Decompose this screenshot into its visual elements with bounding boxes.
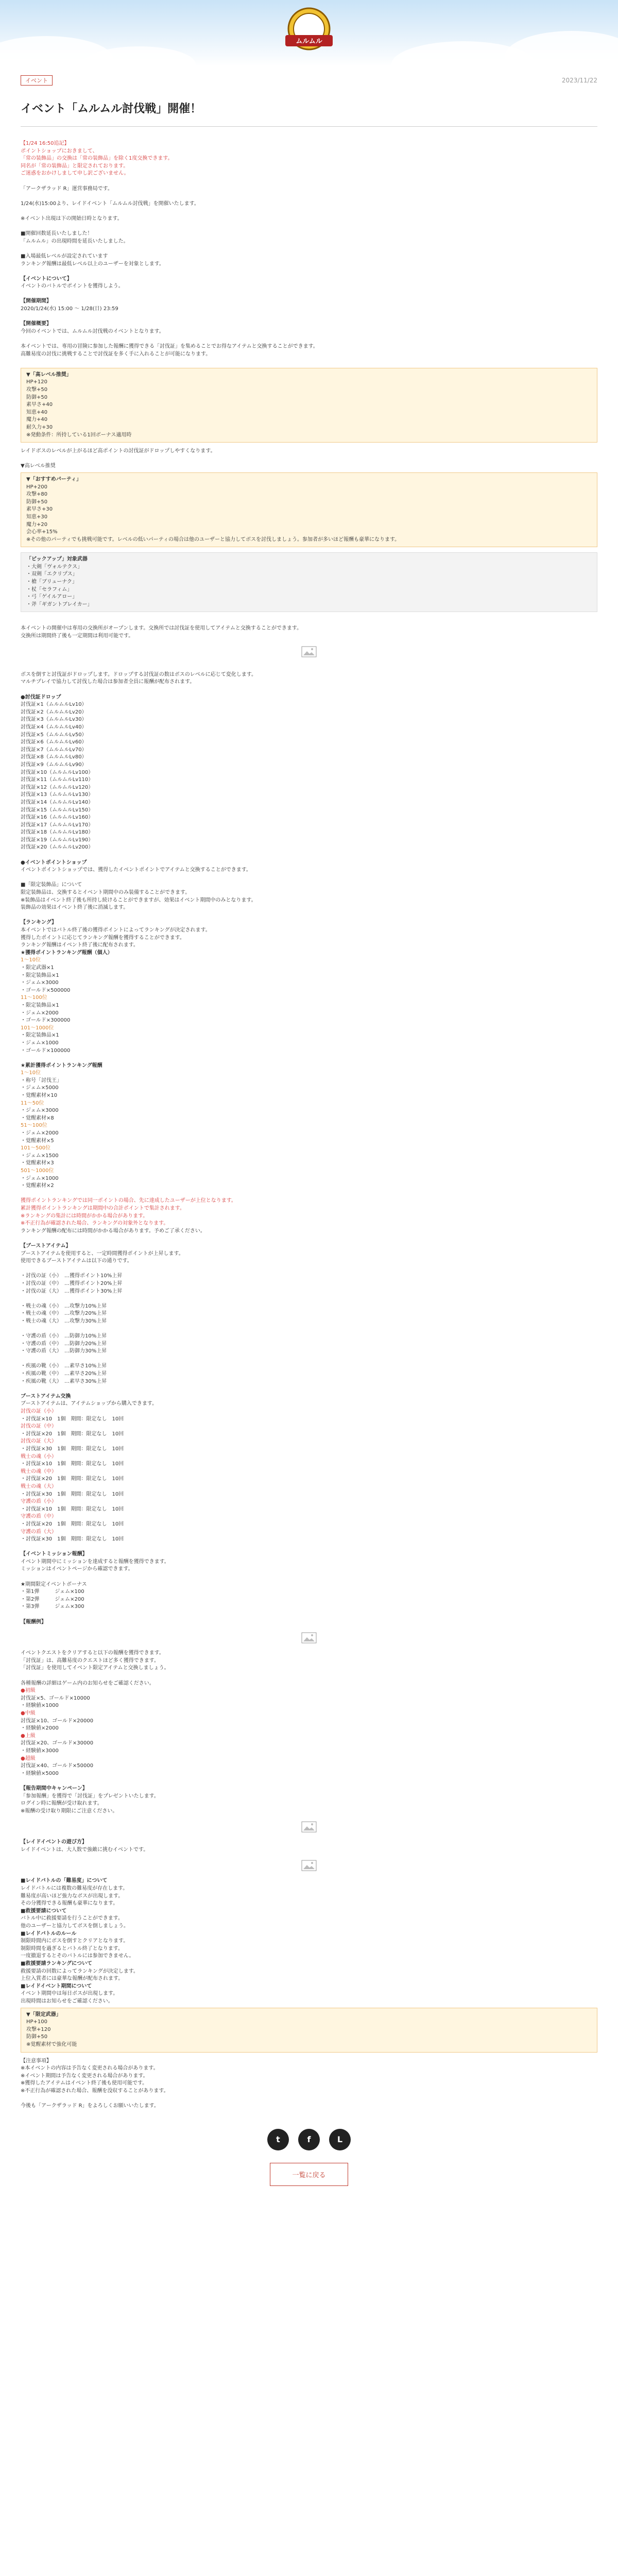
text-line: 戦士の魂（小） <box>21 1453 57 1460</box>
text-line: 討伐証×10、ゴールド×20000 <box>21 1718 94 1724</box>
text-line: ・覚醒素材×2 <box>21 1183 54 1189</box>
text-line: ■「限定装飾品」について <box>21 882 82 888</box>
text-line: ●超級 <box>21 1755 36 1761</box>
facebook-share-icon[interactable]: f <box>298 2129 320 2150</box>
text-line: 討伐証×5（ムルムルLv50） <box>21 732 87 738</box>
text-line: 11～100位 <box>21 995 47 1001</box>
text-line <box>21 617 597 625</box>
text-line: ・討伐証×10 1個 期間：限定なし 10回 <box>21 1506 124 1512</box>
text-line: 戦士の魂（中） <box>21 1468 57 1475</box>
text-line: ・覚醒素材×5 <box>21 1138 54 1144</box>
text-line: ・ジェム×1000 <box>21 1040 59 1046</box>
text-line <box>21 223 597 231</box>
text-line: 会心率+15% <box>26 529 58 535</box>
text-line: ■レイドバトルの「難易度」について <box>21 1878 108 1884</box>
text-line <box>21 1355 597 1363</box>
text-line: ■救援要請について <box>21 1908 67 1914</box>
text-line: 討伐証×20（ムルムルLv200） <box>21 844 94 851</box>
text-line: ・ゴールド×300000 <box>21 1018 71 1024</box>
text-line: 【ブーストアイテム】 <box>21 1243 71 1249</box>
text-line: 討伐証×6（ムルムルLv60） <box>21 739 87 745</box>
text-line: ・戦士の魂（大） …攻撃力30%上昇 <box>21 1318 107 1324</box>
text-line: 「アークザラッド R」運営事務局です。 <box>21 185 113 192</box>
text-line: ・経験値×5000 <box>21 1770 59 1776</box>
text-line: ポイントショップにおきまして、 <box>21 148 98 154</box>
text-line <box>21 335 597 343</box>
text-line <box>21 291 597 298</box>
text-line: ■入場最低レベルが設定されています <box>21 253 108 259</box>
text-line: 戦士の魂（大） <box>21 1483 57 1489</box>
text-line: 【イベントミッション報酬】 <box>21 1551 88 1557</box>
text-line: 討伐証×13（ムルムルLv130） <box>21 792 94 798</box>
text-line: 「討伐証」は、高難易度のクエストほど多く獲得できます。 <box>21 1657 159 1664</box>
text-line: 「ムルムル」の出現時間を延長いたしました。 <box>21 238 129 244</box>
text-line: 上位入賞者には豪華な報酬が配布されます。 <box>21 1976 124 1982</box>
text-line: ※不正行為が確認された場合、報酬を没収することがあります。 <box>21 2088 169 2094</box>
text-line: 高難易度の討伐に挑戦することで討伐証を多く手に入れることが可能になります。 <box>21 351 211 357</box>
text-line <box>21 1611 597 1619</box>
text-line: 討伐証×11（ムルムルLv110） <box>21 777 94 783</box>
text-line: ・覚醒素材×8 <box>21 1115 54 1121</box>
text-line: 討伐証×10（ムルムルLv100） <box>21 769 94 775</box>
text-line: ・ジェム×3000 <box>21 980 59 986</box>
text-line: ・ジェム×1500 <box>21 1153 59 1159</box>
text-line: レイドボスのレベルが上がるほど高ポイントの討伐証がドロップしやすくなります。 <box>21 448 216 454</box>
text-line: ・ジェム×3000 <box>21 1108 59 1114</box>
text-line: ●初級 <box>21 1688 36 1694</box>
text-line <box>21 852 597 859</box>
text-line <box>21 1325 597 1333</box>
twitter-share-icon[interactable]: t <box>267 2129 289 2150</box>
text-line <box>21 1190 597 1198</box>
text-line: 「討伐証」を使用してイベント限定アイテムと交換しましょう。 <box>21 1665 169 1671</box>
text-line: 【開催概要】 <box>21 321 52 327</box>
text-line: 討伐証×18（ムルムルLv180） <box>21 829 94 836</box>
text-line: ・ゴールド×500000 <box>21 987 71 993</box>
text-line: その分獲得できる報酬も豪華になります。 <box>21 1901 118 1907</box>
text-line: 討伐証×15（ムルムルLv150） <box>21 807 94 813</box>
box2-box <box>21 472 597 547</box>
text-line: 討伐証×9（ムルムルLv90） <box>21 761 87 768</box>
text-line: 【イベントについて】 <box>21 276 72 282</box>
text-line: ブーストアイテムは、アイテムショップから購入できます。 <box>21 1401 158 1407</box>
text-line: HP+200 <box>26 484 48 490</box>
text-line: 他のユーザーと協力してボスを倒しましょう。 <box>21 1923 129 1929</box>
image-placeholder-icon <box>301 1821 317 1833</box>
box3-box <box>21 2008 597 2053</box>
text-line <box>21 268 597 276</box>
text-line: ・討伐証×10 1個 期間：限定なし 10回 <box>21 1416 124 1422</box>
text-line <box>21 912 597 920</box>
text-line: 救援要請の回数によってランキングが決定します。 <box>21 1968 139 1974</box>
text-line: ・限定武器×1 <box>21 964 54 971</box>
text-line: ・覚醒素材×10 <box>21 1093 58 1099</box>
text-line: ・杖「セラフィム」 <box>26 586 73 592</box>
text-line: ボスを倒すと討伐証がドロップします。ドロップする討伐証の数はボスのレベルに応じて変化します。 <box>21 671 256 677</box>
text-line: ※イベント期間は予告なく変更される場合があります。 <box>21 2073 148 2079</box>
text-line: 出現時間はお知らせをご確認ください。 <box>21 1998 113 2004</box>
text-line: 【レイドイベントの遊び方】 <box>21 1839 87 1845</box>
text-line: 501～1000位 <box>21 1168 54 1174</box>
text-line: HP+120 <box>26 379 48 385</box>
text-line: 討伐の証（大） <box>21 1438 57 1445</box>
text-line: 【注意事項】 <box>21 2058 52 2064</box>
text-line: ▼「高レベル推奨」 <box>26 371 72 378</box>
page-title: イベント「ムルムル討伐戦」開催！ <box>21 100 597 127</box>
text-line: 1～10位 <box>21 1070 41 1076</box>
text-line: ・ジェム×2000 <box>21 1130 59 1137</box>
text-line: 1/24(水)15:00より、レイドイベント「ムルムル討伐戦」を開催いたします。 <box>21 200 199 207</box>
share-buttons <box>21 2129 597 2150</box>
back-to-list-button[interactable]: 一覧に戻る <box>270 2163 348 2186</box>
text-line <box>21 1385 597 1393</box>
text-line: ★獲得ポイントランキング報酬（個人） <box>21 950 113 956</box>
text-line: 魔力+40 <box>26 417 48 423</box>
text-line <box>21 1265 597 1273</box>
text-line: 討伐証×19（ムルムルLv190） <box>21 837 94 843</box>
text-line: ※覚醒素材で強化可能 <box>26 2041 77 2047</box>
text-line: ・斧「ギガントブレイカー」 <box>26 601 93 607</box>
text-line: ・討伐証×10 1個 期間：限定なし 10回 <box>21 1461 124 1467</box>
text-line: ●上級 <box>21 1733 36 1739</box>
text-line <box>21 1777 597 1785</box>
text-line: 討伐証×7（ムルムルLv70） <box>21 747 87 753</box>
text-line: 「常の装飾品」の交換は「常の装飾品」を除く1度交換できます。 <box>21 156 173 162</box>
text-line: ・討伐証×30 1個 期間：限定なし 10回 <box>21 1536 124 1543</box>
text-line: ※獲得したアイテムはイベント終了後も使用可能です。 <box>21 2080 148 2087</box>
text-line: 討伐証×16（ムルムルLv160） <box>21 815 94 821</box>
text-line: 討伐証×2（ムルムルLv20） <box>21 709 87 715</box>
line-share-icon[interactable]: L <box>329 2129 351 2150</box>
text-line: ・ジェム×1000 <box>21 1175 59 1181</box>
text-line: ■開催回数延長いたしました！ <box>21 231 93 237</box>
text-line: ●中級 <box>21 1710 36 1716</box>
text-line: 知恵+30 <box>26 514 48 520</box>
text-line: ・弓「ゲイルアロー」 <box>26 594 78 600</box>
text-line: ログイン時に報酬が受け取れます。 <box>21 1801 102 1807</box>
text-line: 51～100位 <box>21 1123 47 1129</box>
text-line: ランキング報酬は最低レベル以上のユーザーを対象とします。 <box>21 261 164 267</box>
text-line: レイドバトルには複数の難易度が存在します。 <box>21 1886 128 1892</box>
text-line: 今回のイベントでは、ムルムル討伐戦のイベントとなります。 <box>21 328 164 334</box>
text-line: 守護の盾（小） <box>21 1499 57 1505</box>
text-line: ■救援要請ランキングについて <box>21 1961 92 1967</box>
text-line <box>21 874 597 882</box>
text-line: 防御+50 <box>26 394 48 400</box>
text-line: 装飾品の効果はイベント終了後に消滅します。 <box>21 905 129 911</box>
text-line: ・討伐証×30 1個 期間：限定なし 10回 <box>21 1446 124 1452</box>
image-placeholder-icon <box>301 1632 317 1643</box>
text-line: ・経験値×1000 <box>21 1703 59 1709</box>
text-line: ・戦士の魂（中） …攻撃力20%上昇 <box>21 1311 107 1317</box>
text-line: 各種報酬の詳細はゲーム内のお知らせをご確認ください。 <box>21 1680 154 1686</box>
text-line: 素早さ+40 <box>26 402 53 408</box>
text-line: 累計獲得ポイントランキングは期間中の合計ポイントで集計されます。 <box>21 1205 185 1211</box>
text-line: マルチプレイで協力して討伐した場合は参加者全員に報酬が配布されます。 <box>21 679 195 685</box>
text-line: 守護の盾（中） <box>21 1514 57 1520</box>
text-line: 素早さ+30 <box>26 506 53 513</box>
text-line: ブーストアイテムを使用すると、一定時間獲得ポイントが上昇します。 <box>21 1250 184 1257</box>
article-body <box>21 140 597 2110</box>
text-line: 討伐証×14（ムルムルLv140） <box>21 799 94 805</box>
text-line: ・槍「ブリューナク」 <box>26 579 77 585</box>
text-line: ※本イベントの内容は予告なく変更される場合があります。 <box>21 2065 159 2072</box>
text-line: ・称号「討伐王」 <box>21 1077 62 1083</box>
text-line: 限定装飾品は、交換するとイベント期間中のみ装備することができます。 <box>21 890 191 896</box>
text-line: 本イベントではバトル終了後の獲得ポイントによってランキングが決定されます。 <box>21 927 211 933</box>
box1-box <box>21 368 597 443</box>
text-line <box>21 2095 597 2103</box>
text-line: ▼高レベル推奨 <box>21 463 56 469</box>
grey-box <box>21 552 597 612</box>
text-line <box>21 208 597 215</box>
text-line: ランキング報酬はイベント終了後に配布されます。 <box>21 942 139 948</box>
text-line: 知恵+40 <box>26 409 48 415</box>
post-date: 2023/11/22 <box>561 77 597 84</box>
text-line: ご迷惑をおかけしまして申し訳ございません。 <box>21 171 129 177</box>
text-line: ・経験値×3000 <box>21 1748 59 1754</box>
text-line: ・第1弾 ジェム×100 <box>21 1589 84 1595</box>
text-line: ※報酬の受け取り期限にご注意ください。 <box>21 1808 118 1814</box>
text-line: イベントポイントショップでは、獲得したイベントポイントでアイテムと交換することができます。 <box>21 867 251 873</box>
text-line: 討伐の証（小） <box>21 1409 57 1414</box>
text-line: ・疾風の靴（中） …素早さ20%上昇 <box>21 1371 107 1377</box>
text-line: 防御+50 <box>26 2034 48 2040</box>
text-line: ・守護の盾（小） …防御力10%上昇 <box>21 1333 107 1340</box>
text-line: ★累計獲得ポイントランキング報酬 <box>21 1062 102 1069</box>
text-line: 制限時間内にボスを倒すとクリアとなります。 <box>21 1938 129 1944</box>
text-line: バトル中に救援要請を行うことができます。 <box>21 1916 123 1922</box>
text-line <box>21 193 597 200</box>
text-line: 「ピックアップ」対象武器 <box>26 556 88 563</box>
text-line <box>21 178 597 185</box>
header-banner <box>0 0 618 66</box>
text-line: 攻撃+50 <box>26 387 48 393</box>
text-line: ・覚醒素材×3 <box>21 1160 54 1166</box>
text-line: 魔力+20 <box>26 521 48 528</box>
text-line <box>21 1672 597 1680</box>
text-line: 【開催期間】 <box>21 298 52 304</box>
text-line: 討伐証×1（ムルムルLv10） <box>21 702 87 708</box>
text-line: 討伐証×4（ムルムルLv40） <box>21 724 87 730</box>
text-line: 討伐証×17（ムルムルLv170） <box>21 822 94 828</box>
text-line: イベント期間中にミッションを達成すると報酬を獲得できます。 <box>21 1558 169 1565</box>
text-line: ブーストアイテム交換 <box>21 1393 71 1399</box>
text-line: ●イベントポイントショップ <box>21 859 87 866</box>
text-line: ■レイドイベント期間について <box>21 1983 92 1989</box>
text-line: ・討伐証×20 1個 期間：限定なし 10回 <box>21 1431 124 1437</box>
text-line: イベントクエストをクリアすると以下の報酬を獲得できます。 <box>21 1650 164 1656</box>
text-line: ※ランキングの集計には時間がかかる場合があります。 <box>21 1213 148 1219</box>
text-line: ・限定装飾品×1 <box>21 1032 59 1039</box>
text-line: 101～500位 <box>21 1145 51 1151</box>
text-line <box>21 1295 597 1303</box>
text-line: 守護の盾（大） <box>21 1529 57 1535</box>
text-line <box>21 1544 597 1551</box>
text-line: ※装飾品はイベント終了後も所持し続けることができますが、効果はイベント期間中のみとなります。 <box>21 897 256 903</box>
text-line: ・疾風の靴（小） …素早さ10%上昇 <box>21 1363 107 1369</box>
text-line: HP+100 <box>26 2019 48 2025</box>
text-line: 討伐証×5、ゴールド×10000 <box>21 1695 90 1701</box>
text-line: ランキング報酬の配布には時間がかかる場合があります。予めご了承ください。 <box>21 1228 205 1234</box>
text-line: ※不正行為が確認された場合、ランキングの対象外となります。 <box>21 1221 169 1227</box>
text-line: ※イベント出現は下の開始日時となります。 <box>21 215 123 222</box>
text-line: 討伐の証（中） <box>21 1423 57 1430</box>
image-placeholder-icon <box>301 646 317 657</box>
text-line: ・ゴールド×100000 <box>21 1047 71 1054</box>
text-line: ▼「おすすめパーティ」 <box>26 476 81 482</box>
text-line: ・大剣「ヴォルテクス」 <box>26 564 83 570</box>
text-line <box>21 245 597 253</box>
text-line: 交換所は期間終了後も一定期間は利用可能です。 <box>21 633 134 639</box>
text-line: 101～1000位 <box>21 1025 54 1031</box>
text-line: 獲得したポイントに応じてランキング報酬を獲得することができます。 <box>21 935 185 941</box>
text-line: 11～50位 <box>21 1100 44 1106</box>
text-line <box>21 1055 597 1062</box>
text-line: ・守護の盾（大） …防御力30%上昇 <box>21 1348 107 1354</box>
text-line: ・限定装飾品×1 <box>21 972 59 978</box>
text-line: 攻撃+120 <box>26 2026 51 2032</box>
text-line: イベント期間中は毎日ボスが出現します。 <box>21 1991 118 1997</box>
text-line: ※その他のパーティでも挑戦可能です。レベルの低いパーティの場合は他のユーザーと協力してボスを討伐しましょう。参加者が多いほど報酬も豪華になります。 <box>26 536 400 543</box>
text-line: 1～10位 <box>21 957 41 963</box>
text-line: 本イベントの開催中は専用の交換所がオープンします。交換所では討伐証を使用してアイテムと交換することができます。 <box>21 625 302 632</box>
text-line: 同名が「常の装飾品」と限定されております。 <box>21 163 129 169</box>
text-line: 耐久力+30 <box>26 424 53 430</box>
text-line: レイドイベントは、大人数で強敵に挑むイベントです。 <box>21 1846 149 1853</box>
image-placeholder-icon <box>301 1860 317 1871</box>
text-line: ・ジェム×2000 <box>21 1010 59 1016</box>
text-line: ★期間限定イベントボーナス <box>21 1581 87 1587</box>
text-line: 攻撃+80 <box>26 492 48 498</box>
text-line: 難易度が高いほど強力なボスが出現します。 <box>21 1893 124 1899</box>
text-line: 【報酬例】 <box>21 1619 46 1625</box>
text-line: 討伐証×12（ムルムルLv120） <box>21 784 94 790</box>
cloud-decoration <box>505 31 618 66</box>
text-line: ・戦士の魂（小） …攻撃力10%上昇 <box>21 1303 107 1309</box>
text-line: 討伐証×8（ムルムルLv80） <box>21 754 87 760</box>
text-line <box>21 1235 597 1243</box>
text-line: 2020/1/24(水) 15:00 ～ 1/28(日) 23:59 <box>21 306 118 312</box>
text-line: 獲得ポイントランキングでは同一ポイントの場合、先に達成したユーザーが上位となります。 <box>21 1198 236 1204</box>
text-line: 「参加報酬」を獲得で「討伐証」をプレゼントいたします。 <box>21 1793 159 1799</box>
text-line: 【ランキング】 <box>21 920 57 926</box>
text-line: ・第3弾 ジェム×300 <box>21 1604 84 1610</box>
text-line: イベントのバトルでポイントを獲得しよう。 <box>21 283 124 290</box>
text-line: ・討伐の証（中） …獲得ポイント20%上昇 <box>21 1280 123 1286</box>
text-line: ※発動条件：所持している1回ボーナス適用時 <box>26 432 132 438</box>
text-line: ▼「限定武器」 <box>26 2011 61 2018</box>
text-line: 防御+50 <box>26 499 48 505</box>
text-line: ・第2弾 ジェム×200 <box>21 1596 84 1602</box>
text-line: 使用できるブーストアイテムは以下の通りです。 <box>21 1258 132 1264</box>
text-line: ・討伐の証（大） …獲得ポイント30%上昇 <box>21 1288 123 1294</box>
text-line: ・疾風の靴（大） …素早さ30%上昇 <box>21 1378 107 1384</box>
text-line <box>21 358 597 366</box>
text-line <box>21 664 597 671</box>
text-line: ■レイドバトルのルール <box>21 1930 77 1937</box>
text-line: 制限時間を過ぎるとバトル終了となります。 <box>21 1945 123 1952</box>
text-line: 一度撤退するとそのバトルには参加できません。 <box>21 1953 134 1959</box>
text-line <box>21 313 597 321</box>
text-line: ・限定装飾品×1 <box>21 1002 59 1008</box>
text-line: 討伐証×3（ムルムルLv30） <box>21 717 87 723</box>
text-line <box>21 455 597 463</box>
text-line: 【1/24 16:50追記】 <box>21 141 70 146</box>
text-line <box>21 1573 597 1581</box>
text-line <box>21 686 597 694</box>
text-line: 【報告期間中キャンペーン】 <box>21 1785 88 1791</box>
text-line: ・討伐証×20 1個 期間：限定なし 10回 <box>21 1521 124 1527</box>
category-tag[interactable]: イベント <box>21 75 53 86</box>
game-logo[interactable] <box>276 4 342 56</box>
text-line: 今後も「アークザラッド R」をよろしくお願いいたします。 <box>21 2103 159 2109</box>
logo-text: ムルムル <box>296 38 322 45</box>
text-line: ・討伐証×20 1個 期間：限定なし 10回 <box>21 1476 124 1482</box>
text-line: ・経験値×2000 <box>21 1725 59 1732</box>
text-line: ・討伐の証（小） …獲得ポイント10%上昇 <box>21 1273 123 1279</box>
text-line: 本イベントでは、専用の冒険に参加した報酬に獲得できる「討伐証」を集めることでお得なアイテムと交換することができます。 <box>21 344 318 350</box>
text-line: 討伐証×40、ゴールド×50000 <box>21 1763 94 1769</box>
text-line: ・ジェム×5000 <box>21 1085 59 1091</box>
text-line: ・双剣「エクリプス」 <box>26 571 78 578</box>
text-line: 討伐証×20、ゴールド×30000 <box>21 1740 94 1747</box>
text-line: ミッションはイベントページから確認できます。 <box>21 1566 133 1572</box>
text-line: ●討伐証ドロップ <box>21 694 61 700</box>
text-line: ・守護の盾（中） …防御力20%上昇 <box>21 1341 107 1347</box>
text-line: ・討伐証×30 1個 期間：限定なし 10回 <box>21 1491 124 1497</box>
